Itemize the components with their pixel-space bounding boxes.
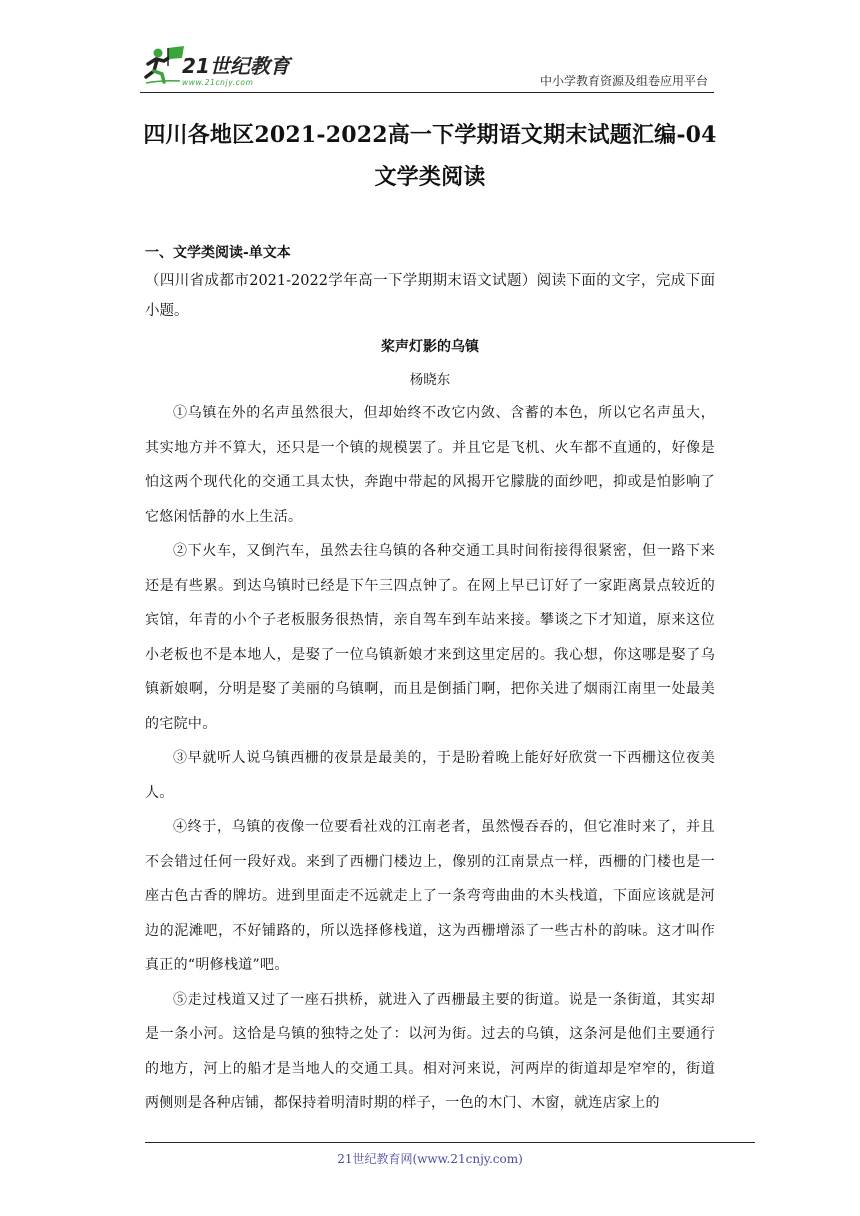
paragraph-1: ①乌镇在外的名声虽然很大，但却始终不改它内敛、含蓄的本色，所以它名声虽大，其实地方并不算大，还只是一个镇的规模罢了。并且它是飞机、火车都不直通的，好像是怕这两个现代化的交通工具太快，奔跑中带起的风揭开它朦胧的面纱吧，抑或是怕影响了它悠闲恬静的水上生活。 [145,405,715,525]
footer-link[interactable]: 21世纪教育网(www.21cnjy.com) [337,1152,523,1166]
article-author: 杨晓东 [409,372,451,388]
paragraph-3: ③早就听人说乌镇西栅的夜景是最美的，于是盼着晚上能好好欣赏一下西栅这位夜美人。 [145,750,715,801]
platform-label: 中小学教育资源及组卷应用平台 [539,74,708,88]
paragraph-4: ④终于，乌镇的夜像一位要看社戏的江南老者，虽然慢吞吞的，但它准时来了，并且不会错过任何一段好戏。来到了西栅门楼边上，像别的江南景点一样，西栅的门楼也是一座古色古香的牌坊。进到里面走不远就走上了一条弯弯曲曲的木头栈道，下面应该就是河边的泥滩吧，不好铺路的，所以选择修栈道，这为西栅增添了一些古朴的韵味。这才叫作真正的“明修栈道”吧。 [145,819,715,973]
paragraph-5: ⑤走过栈道又过了一座石拱桥，就进入了西栅最主要的街道。说是一条街道，其实却是一条小河。这恰是乌镇的独特之处了：以河为街。过去的乌镇，这条河是他们主要通行的地方，河上的船才是当地人的交通工具。相对河来说，河两岸的街道却是窄窄的，街道两侧则是各种店铺，都保持着明清时期的样子，一色的木门、木窗，就连店家上的 [145,991,715,1111]
page-header [0,0,860,100]
site-logo[interactable] [142,44,312,90]
article-title: 桨声灯影的乌镇 [381,339,479,355]
question-source: （四川省成都市2021-2022学年高一下学期期末语文试题）阅读下面的文字，完成下面小题。 [145,273,715,319]
svg-text:21世纪教育: 21世纪教育 [182,54,290,78]
document-title: 四川各地区2021-2022高一下学期语文期末试题汇编-04文学类阅读 [143,122,717,190]
header-divider [140,92,714,93]
svg-text:www.21cnjy.com: www.21cnjy.com [182,78,254,87]
paragraph-2: ②下火车，又倒汽车，虽然去往乌镇的各种交通工具时间衔接得很紧密，但一路下来还是有些累。到达乌镇时已经是下午三四点钟了。在网上早已订好了一家距离景点较近的宾馆，年青的小个子老板服务很热情，亲自驾车到车站来接。攀谈之下才知道，原来这位小老板也不是本地人，是娶了一位乌镇新娘才来到这里定居的。我心想，你这哪是娶了乌镇新娘啊，分明是娶了美丽的乌镇啊，而且是倒插门啊，把你关进了烟雨江南里一处最美的宅院中。 [145,543,715,732]
section-heading: 一、文学类阅读-单文本 [145,245,291,261]
footer-divider [145,1142,755,1143]
runner-logo-icon [142,44,312,90]
document-body [145,242,715,1121]
